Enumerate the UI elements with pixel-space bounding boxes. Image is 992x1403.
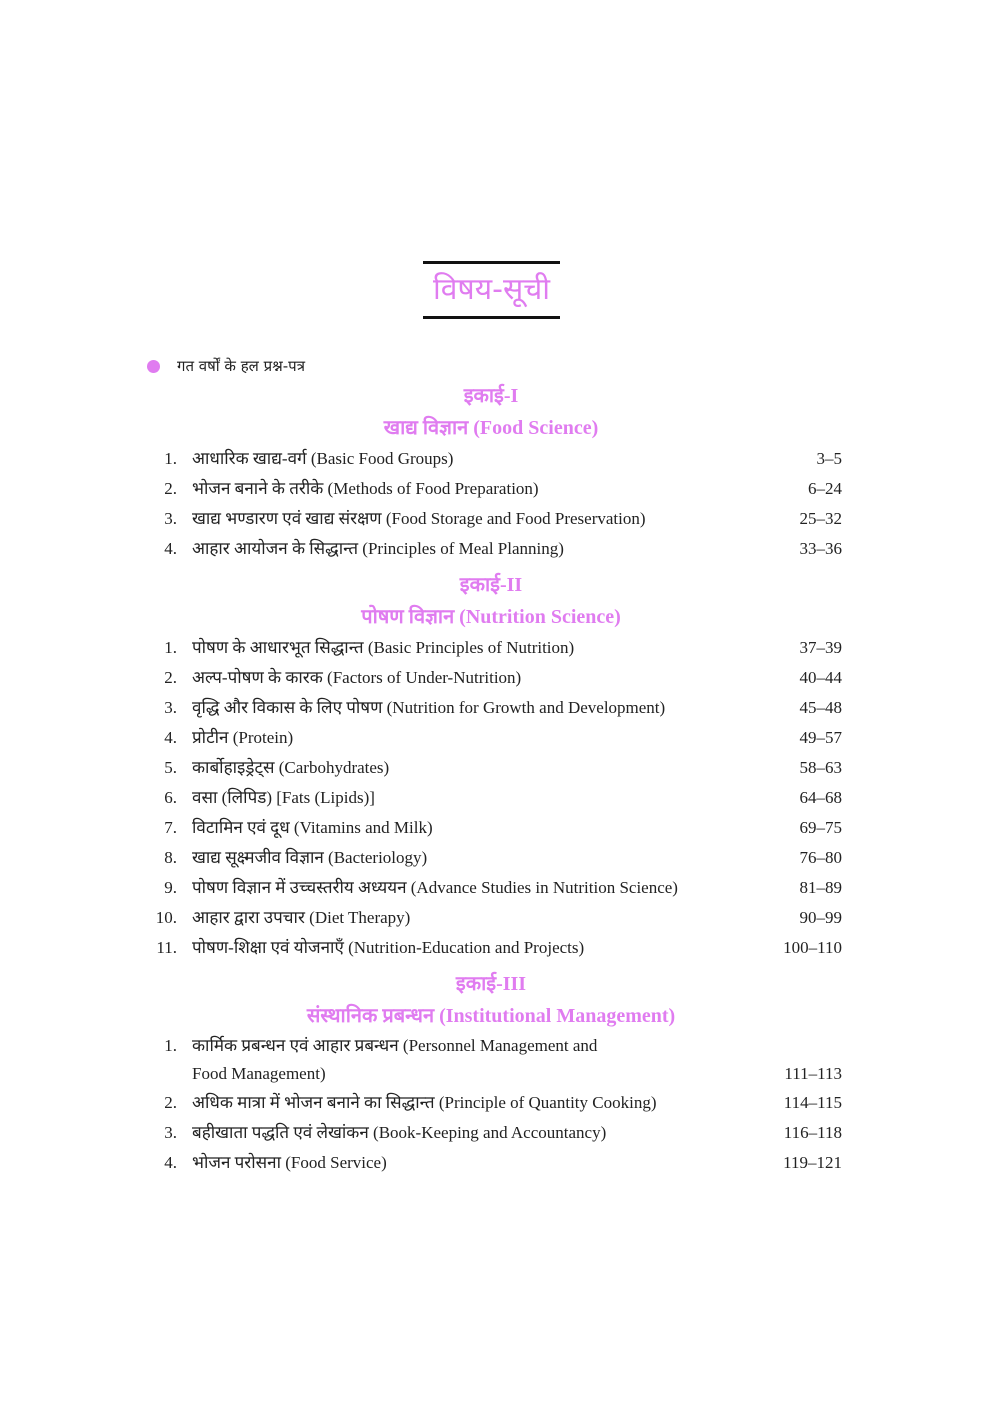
entry-number: 1. bbox=[164, 638, 177, 657]
entry-number: 4. bbox=[164, 539, 177, 558]
entry-number: 2. bbox=[164, 479, 177, 498]
toc-entry bbox=[140, 843, 842, 873]
entry-title: पोषण विज्ञान में उच्चस्तरीय अध्ययन (Advance Studies in Nutrition Science) bbox=[192, 878, 678, 897]
table-of-contents bbox=[140, 380, 842, 1183]
unit-heading: इकाई-II bbox=[459, 574, 523, 596]
bullet-item bbox=[147, 354, 305, 378]
entry-pages: 3–5 bbox=[816, 449, 842, 468]
entry-title: आहार द्वारा उपचार (Diet Therapy) bbox=[192, 908, 411, 927]
entry-title: प्रोटीन (Protein) bbox=[192, 728, 294, 747]
entry-pages: 58–63 bbox=[799, 758, 842, 777]
toc-entry bbox=[140, 933, 842, 963]
entry-title: कार्मिक प्रबन्धन एवं आहार प्रबन्धन (Personnel Management and bbox=[192, 1036, 598, 1055]
toc-entry bbox=[140, 783, 842, 813]
toc-entry bbox=[140, 693, 842, 723]
entry-pages: 40–44 bbox=[799, 668, 842, 687]
toc-entry bbox=[140, 444, 842, 474]
entry-number: 4. bbox=[164, 1153, 177, 1172]
entry-title: कार्बोहाइड्रेट्स (Carbohydrates) bbox=[192, 758, 390, 777]
page-title-text: विषय-सूची bbox=[432, 272, 551, 307]
toc-entry bbox=[140, 753, 842, 783]
entry-pages: 111–113 bbox=[784, 1064, 842, 1083]
entry-number: 4. bbox=[164, 728, 177, 747]
entry-title: वसा (लिपिड) [Fats (Lipids)] bbox=[192, 788, 375, 807]
entry-pages: 116–118 bbox=[783, 1123, 842, 1142]
bullet-dot-icon bbox=[147, 360, 160, 373]
entry-pages: 100–110 bbox=[783, 938, 842, 957]
entry-title: पोषण-शिक्षा एवं योजनाएँ (Nutrition-Education and Projects) bbox=[192, 938, 585, 957]
entry-pages: 6–24 bbox=[808, 479, 842, 498]
toc-entry bbox=[140, 1032, 842, 1088]
entry-number: 3. bbox=[164, 1123, 177, 1142]
entry-pages: 76–80 bbox=[799, 848, 842, 867]
entry-number: 3. bbox=[164, 509, 177, 528]
entry-pages: 33–36 bbox=[799, 539, 842, 558]
entry-pages: 45–48 bbox=[799, 698, 842, 717]
entry-number: 5. bbox=[164, 758, 177, 777]
toc-entry bbox=[140, 633, 842, 663]
toc-entry bbox=[140, 474, 842, 504]
entry-pages: 25–32 bbox=[799, 509, 842, 528]
unit-section bbox=[140, 380, 842, 564]
toc-entry bbox=[140, 534, 842, 564]
toc-entry bbox=[140, 663, 842, 693]
toc-entry bbox=[140, 504, 842, 534]
entry-title: अधिक मात्रा में भोजन बनाने का सिद्धान्त (Principle of Quantity Cooking) bbox=[192, 1093, 657, 1112]
entry-number: 3. bbox=[164, 698, 177, 717]
entry-pages: 114–115 bbox=[783, 1093, 842, 1112]
toc-entry bbox=[140, 1148, 842, 1178]
entry-title: आहार आयोजन के सिद्धान्त (Principles of Meal Planning) bbox=[192, 539, 564, 558]
entry-title: विटामिन एवं दूध (Vitamins and Milk) bbox=[192, 818, 433, 837]
entry-number: 1. bbox=[164, 1036, 177, 1055]
bullet-item-text: गत वर्षों के हल प्रश्न-पत्र bbox=[177, 357, 305, 375]
toc-entry bbox=[140, 1118, 842, 1148]
entry-pages: 64–68 bbox=[799, 788, 842, 807]
page-title bbox=[423, 261, 560, 319]
unit-section bbox=[140, 968, 842, 1178]
entry-number: 2. bbox=[164, 668, 177, 687]
toc-entry bbox=[140, 873, 842, 903]
entry-title: भोजन बनाने के तरीके (Methods of Food Preparation) bbox=[192, 479, 539, 498]
unit-subtitle: खाद्य विज्ञान (Food Science) bbox=[383, 417, 599, 439]
toc-entry bbox=[140, 903, 842, 933]
entry-pages: 81–89 bbox=[799, 878, 842, 897]
entry-number: 7. bbox=[164, 818, 177, 837]
entry-title: भोजन परोसना (Food Service) bbox=[192, 1153, 387, 1172]
entry-pages: 49–57 bbox=[799, 728, 842, 747]
entry-number: 9. bbox=[164, 878, 177, 897]
entry-title: अल्प-पोषण के कारक (Factors of Under-Nutrition) bbox=[192, 668, 522, 687]
entry-title: पोषण के आधारभूत सिद्धान्त (Basic Principles of Nutrition) bbox=[192, 638, 575, 657]
entry-title: आधारिक खाद्य-वर्ग (Basic Food Groups) bbox=[192, 449, 454, 468]
toc-entry bbox=[140, 813, 842, 843]
unit-subtitle: पोषण विज्ञान (Nutrition Science) bbox=[361, 606, 621, 628]
entry-title: खाद्य भण्डारण एवं खाद्य संरक्षण (Food Storage and Food Preservation) bbox=[192, 509, 646, 528]
entry-pages: 119–121 bbox=[783, 1153, 842, 1172]
unit-subtitle: संस्थानिक प्रबन्धन (Institutional Management) bbox=[306, 1005, 676, 1027]
entry-number: 10. bbox=[155, 908, 177, 927]
unit-section bbox=[140, 569, 842, 963]
entry-title-cont: Food Management) bbox=[192, 1064, 326, 1083]
entry-title: खाद्य सूक्ष्मजीव विज्ञान (Bacteriology) bbox=[192, 848, 428, 867]
toc-entry bbox=[140, 723, 842, 753]
toc-entry bbox=[140, 1088, 842, 1118]
entry-pages: 90–99 bbox=[799, 908, 842, 927]
entry-title: बहीखाता पद्धति एवं लेखांकन (Book-Keeping and Accountancy) bbox=[192, 1123, 607, 1142]
entry-number: 8. bbox=[164, 848, 177, 867]
entry-pages: 37–39 bbox=[799, 638, 842, 657]
unit-heading: इकाई-I bbox=[463, 385, 519, 407]
entry-number: 2. bbox=[164, 1093, 177, 1112]
entry-number: 1. bbox=[164, 449, 177, 468]
unit-heading: इकाई-III bbox=[455, 973, 527, 995]
entry-number: 11. bbox=[156, 938, 177, 957]
entry-number: 6. bbox=[164, 788, 177, 807]
entry-title: वृद्धि और विकास के लिए पोषण (Nutrition for Growth and Development) bbox=[192, 698, 666, 717]
entry-pages: 69–75 bbox=[799, 818, 842, 837]
